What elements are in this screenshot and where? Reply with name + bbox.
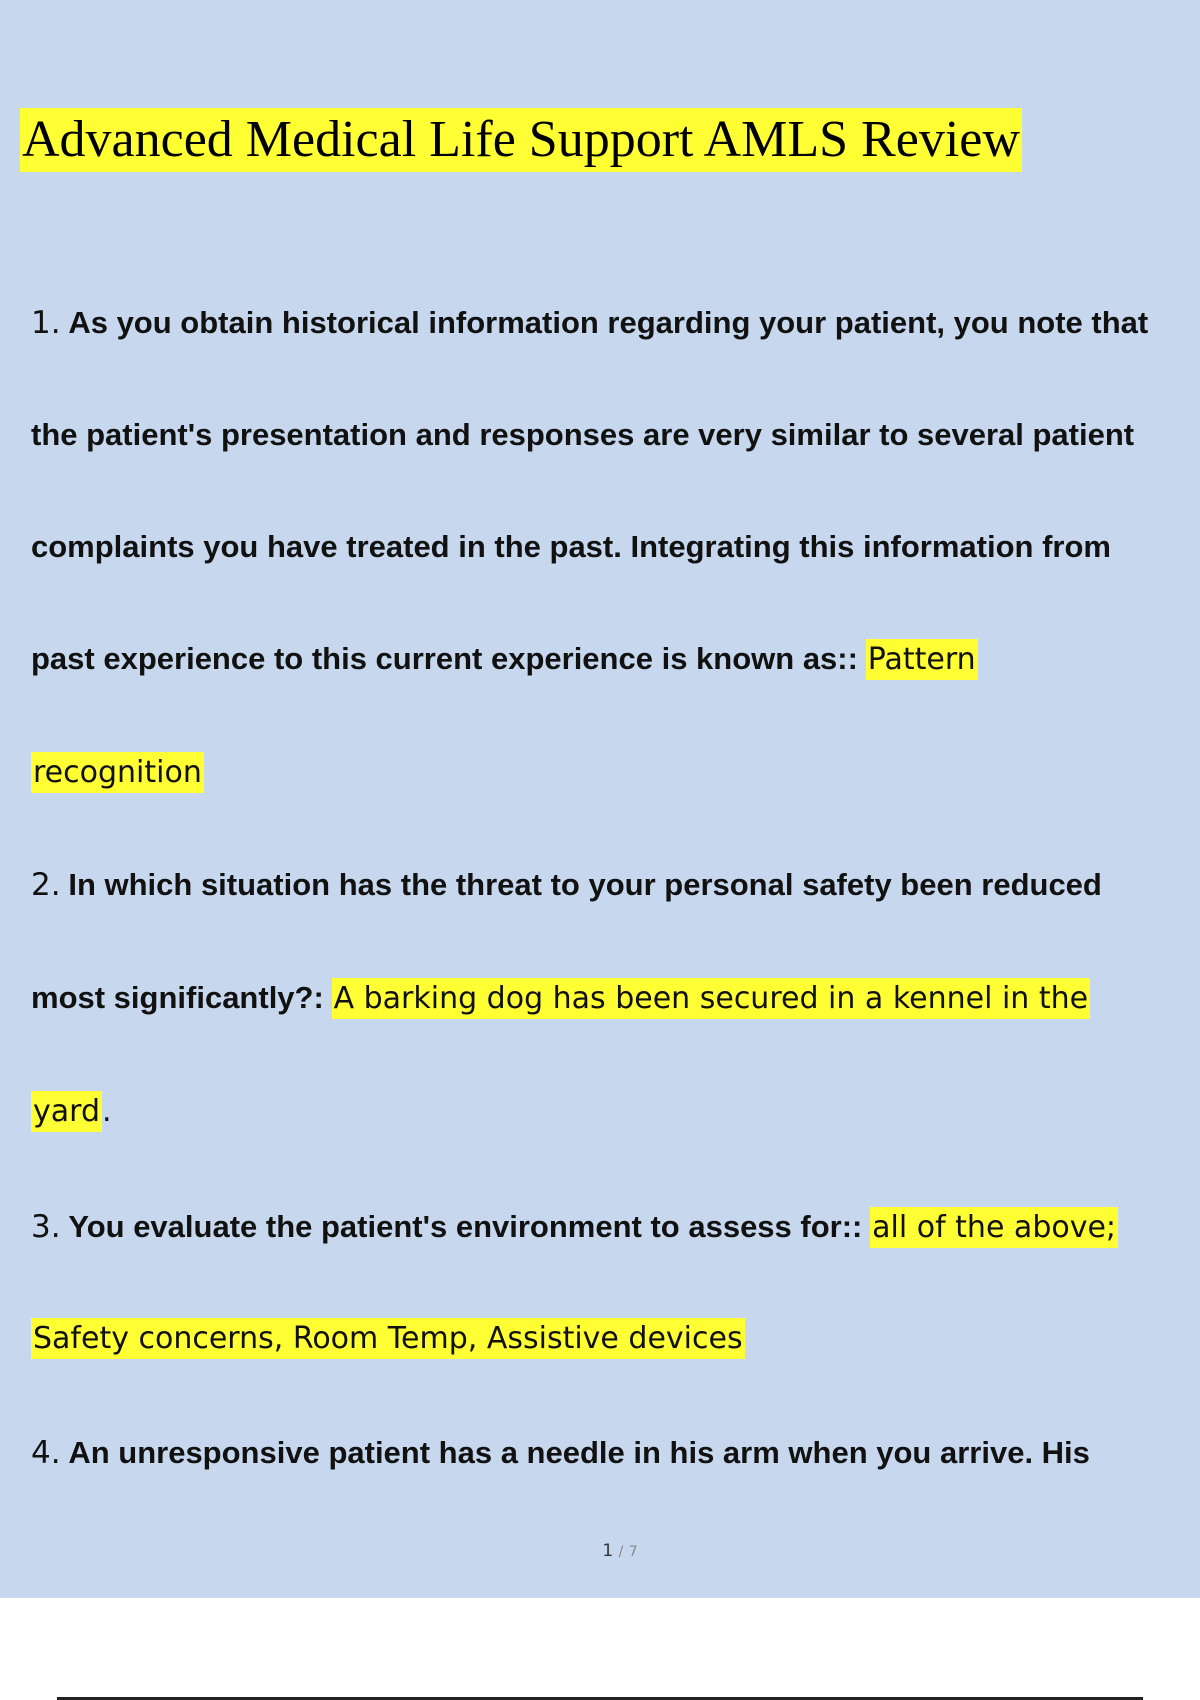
question-2-line-3 (31, 1086, 1196, 1136)
highlighted-answer: Pattern (866, 639, 978, 680)
question-3-line-1 (31, 1202, 1196, 1252)
highlighted-answer: all of the above; (870, 1207, 1118, 1248)
highlighted-answer: yard (31, 1091, 102, 1132)
total-pages: 7 (628, 1544, 638, 1560)
question-2-line-2 (31, 973, 1196, 1023)
question-text: In which situation has the threat to your personal safety been reduced (68, 867, 1102, 902)
current-page: 1 (602, 1541, 614, 1561)
question-text: An unresponsive patient has a needle in his arm when you arrive. His (68, 1435, 1090, 1470)
page-indicator (0, 1541, 1200, 1561)
question-number: 4. (31, 1435, 61, 1471)
highlighted-answer: Safety concerns, Room Temp, Assistive devices (31, 1318, 745, 1359)
question-number: 3. (31, 1209, 61, 1245)
question-text: most significantly?: (31, 980, 324, 1015)
question-1-line-4 (31, 634, 1196, 684)
page-separator: / (618, 1544, 624, 1560)
question-2-line-1 (31, 860, 1196, 910)
question-text: past experience to this current experience is known as:: (31, 641, 858, 676)
answer-punctuation: . (102, 1094, 112, 1129)
highlighted-answer: A barking dog has been secured in a kennel in the (332, 978, 1091, 1019)
question-text: the patient's presentation and responses are very similar to several patient (31, 417, 1135, 452)
question-3-line-2 (31, 1313, 1196, 1363)
question-text: As you obtain historical information regarding your patient, you note that (68, 305, 1149, 340)
question-1-line-5 (31, 747, 1196, 797)
question-number: 1. (31, 305, 61, 341)
question-1-line-1 (31, 298, 1196, 348)
question-1-line-2 (31, 410, 1196, 460)
question-text: You evaluate the patient's environment to assess for:: (68, 1209, 863, 1244)
question-number: 2. (31, 867, 61, 903)
question-4-line-1 (31, 1428, 1196, 1478)
question-1-line-3 (31, 522, 1196, 572)
highlighted-answer: recognition (31, 752, 204, 793)
document-title: Advanced Medical Life Support AMLS Review (20, 108, 1022, 172)
question-text: complaints you have treated in the past. Integrating this information from (31, 529, 1111, 564)
